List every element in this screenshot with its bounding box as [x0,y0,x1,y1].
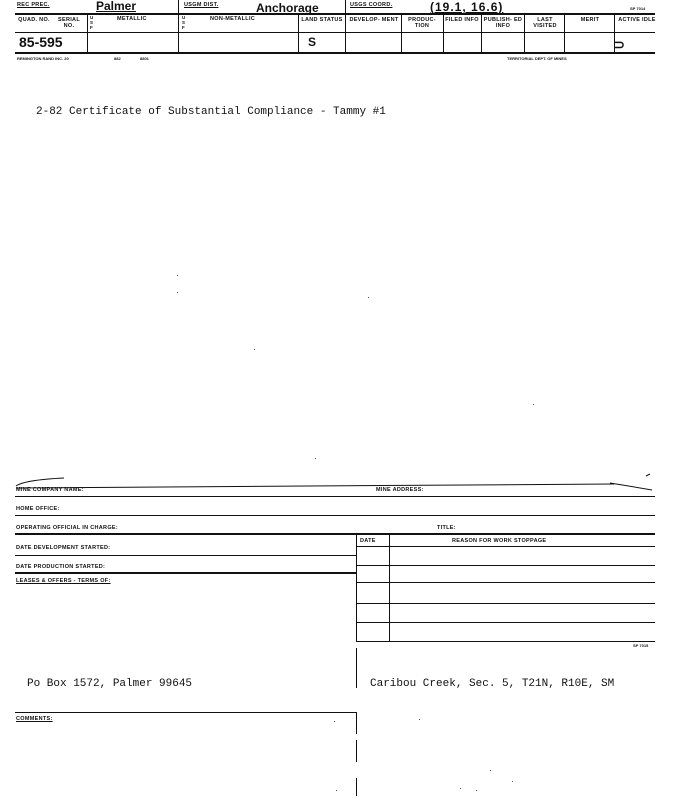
col-usf: U S F [90,15,94,30]
address-typed: Po Box 1572, Palmer 99645 [27,678,193,690]
active-mark: ⊃ [614,37,625,52]
col-quad: QUAD. NO. [18,17,50,23]
title-label: TITLE: [437,525,456,531]
col-development: DEVELOP- MENT [349,17,399,23]
rec-prec-label: REC PREC. [17,2,50,8]
rec-prec-value: Palmer [96,0,137,13]
col-usf-2: U S F [182,15,186,30]
col-published-info: PUBLISH- ED INFO [483,17,523,29]
col-land-status: LAND STATUS [301,17,343,23]
footer-left: REMINGTON RAND INC. 20 [17,56,69,61]
usgs-coord-label: USGS COORD. [350,2,393,8]
col-production: PRODUC- TION [408,17,436,29]
typed-note: 2-82 Certificate of Substantial Compliance - Tammy #1 [36,106,386,118]
date-dev-label: DATE DEVELOPMENT STARTED: [16,545,111,551]
col-last-visited: LAST VISITED [533,17,557,29]
leases-label: LEASES & OFFERS - TERMS OF: [16,578,111,584]
mine-address-label: MINE ADDRESS: [376,487,424,493]
footer-code-2: 8801 [140,56,149,61]
col-active-idle: ACTIVE IDLE [618,17,656,23]
reason-col-label: REASON FOR WORK STOPPAGE [452,538,547,544]
land-status-value: S [308,35,317,49]
serial-value: 85-595 [19,34,63,50]
form-code-top: SP 7014 [630,6,646,11]
col-nonmetallic: NON-METALLIC [210,16,256,22]
col-metallic: METALLIC [117,16,147,22]
date-prod-label: DATE PRODUCTION STARTED: [16,564,106,570]
usgm-dist-value: Anchorage [256,1,319,15]
form-code-bottom: SP 7015 [633,643,649,648]
home-office-label: HOME OFFICE: [16,506,60,512]
operating-official-label: OPERATING OFFICIAL IN CHARGE: [16,525,118,531]
location-typed: Caribou Creek, Sec. 5, T21N, R10E, SM [370,678,615,690]
usgm-dist-label: USGM DIST. [184,2,219,8]
comments-label: COMMENTS: [16,716,53,722]
footer-code-1: 882 [114,56,121,61]
mine-company-label: MINE COMPANY NAME: [16,487,84,493]
footer-right: TERRITORIAL DEPT. OF MINES [507,56,567,61]
col-filed-info: FILED INFO [445,17,479,23]
date-col-label: DATE [360,538,376,544]
card-edge-curve [14,472,664,494]
col-merit: MERIT [580,17,600,23]
usgs-coord-value: (19.1, 16.6) [430,0,504,14]
col-serial: SERIAL NO. [58,17,80,29]
